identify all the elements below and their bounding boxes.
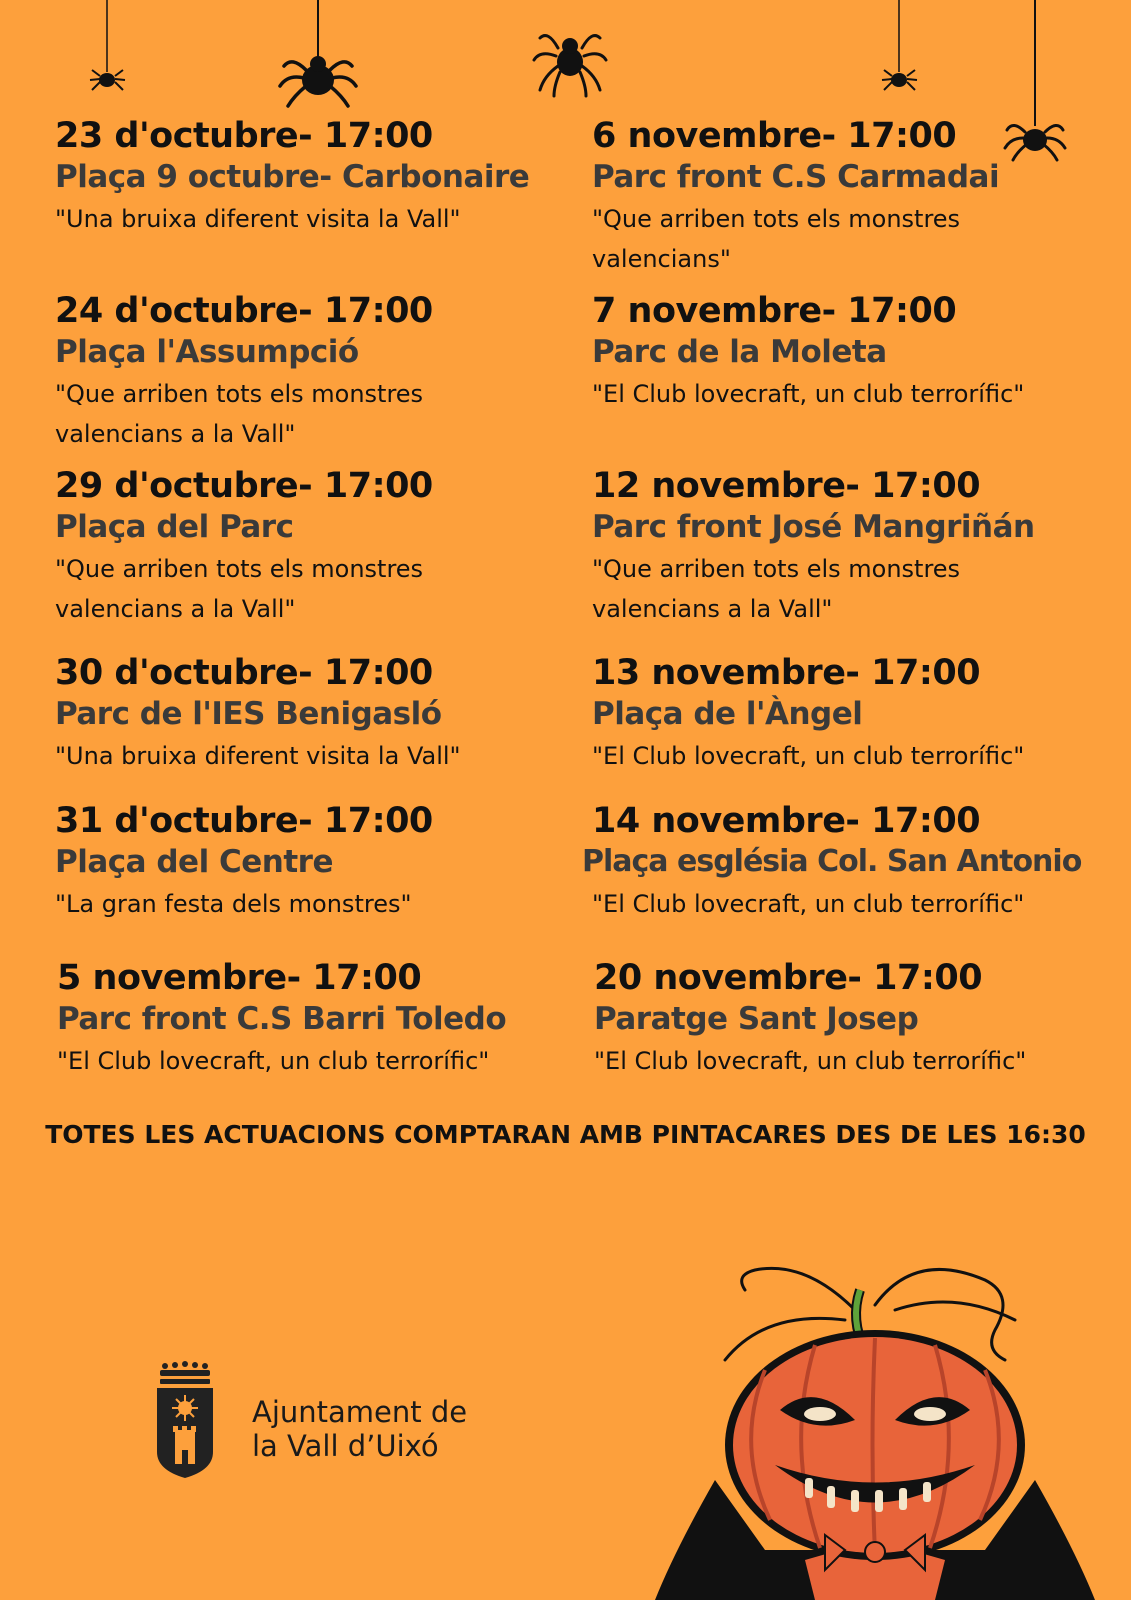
town-crest-icon [155, 1360, 215, 1480]
event-date: 5 novembre- 17:00 [57, 958, 422, 998]
event-right-1 [592, 115, 1052, 279]
event-date: 31 d'octubre- 17:00 [55, 801, 433, 841]
event-date: 7 novembre- 17:00 [592, 291, 957, 331]
event-left-1 [55, 115, 595, 239]
event-show: "El Club lovecraft, un club terrorífic" [57, 1047, 490, 1075]
event-left-6 [57, 957, 597, 1081]
event-right-2 [592, 290, 1131, 414]
event-right-6 [594, 957, 1131, 1081]
event-show: "El Club lovecraft, un club terrorífic" [594, 1047, 1027, 1075]
pumpkin-vampire-illustration [655, 1250, 1095, 1600]
event-show: "El Club lovecraft, un club terrorífic" [592, 380, 1025, 408]
event-left-5 [55, 800, 595, 924]
event-place: Parc front C.S Carmadai [592, 159, 1000, 195]
event-place: Parc de la Moleta [592, 334, 887, 370]
event-date: 12 novembre- 17:00 [592, 466, 981, 506]
event-show: "Que arriben tots els monstres valencians a la Vall" [55, 380, 424, 448]
event-show: "Que arriben tots els monstres valencians" [592, 205, 961, 273]
event-date: 14 novembre- 17:00 [592, 801, 981, 841]
town-council-line2: la Vall d’Uixó [252, 1429, 439, 1463]
town-council-name [252, 1395, 467, 1463]
event-date: 20 novembre- 17:00 [594, 958, 983, 998]
event-place: Paratge Sant Josep [594, 1001, 919, 1037]
event-left-3 [55, 465, 515, 629]
event-place: Plaça l'Assumpció [55, 334, 359, 370]
event-right-3 [592, 465, 1052, 629]
face-painting-note: TOTES LES ACTUACIONS COMPTARAN AMB PINTACARES DES DE LES 16:30 [45, 1120, 1086, 1149]
spider-icon [530, 20, 610, 100]
event-place: Plaça església Col. San Antonio [582, 844, 1082, 879]
spider-icon [880, 0, 920, 100]
event-place: Parc de l'IES Benigasló [55, 696, 442, 732]
event-show: "El Club lovecraft, un club terrorífic" [592, 890, 1025, 918]
event-show: "La gran festa dels monstres" [55, 890, 412, 918]
event-date: 6 novembre- 17:00 [592, 116, 957, 156]
event-place: Parc front José Mangriñán [592, 509, 1035, 545]
event-right-4 [592, 652, 1131, 776]
event-left-2 [55, 290, 515, 454]
event-place: Plaça del Centre [55, 844, 333, 880]
event-show: "El Club lovecraft, un club terrorífic" [592, 742, 1025, 770]
event-place: Plaça de l'Àngel [592, 696, 863, 732]
event-left-4 [55, 652, 595, 776]
event-place: Plaça 9 octubre- Carbonaire [55, 159, 530, 195]
event-date: 30 d'octubre- 17:00 [55, 653, 433, 693]
spider-icon [88, 0, 128, 100]
event-place: Plaça del Parc [55, 509, 294, 545]
town-council-line1: Ajuntament de [252, 1395, 468, 1429]
event-date: 24 d'octubre- 17:00 [55, 291, 433, 331]
event-show: "Que arriben tots els monstres valencians a la Vall" [592, 555, 961, 623]
event-show: "Una bruixa diferent visita la Vall" [55, 205, 461, 233]
event-date: 13 novembre- 17:00 [592, 653, 981, 693]
event-show: "Una bruixa diferent visita la Vall" [55, 742, 461, 770]
spider-icon [278, 0, 358, 115]
event-date: 29 d'octubre- 17:00 [55, 466, 433, 506]
event-date: 23 d'octubre- 17:00 [55, 116, 433, 156]
event-right-5 [582, 800, 1122, 924]
event-place: Parc front C.S Barri Toledo [57, 1001, 507, 1037]
event-show: "Que arriben tots els monstres valencians a la Vall" [55, 555, 424, 623]
